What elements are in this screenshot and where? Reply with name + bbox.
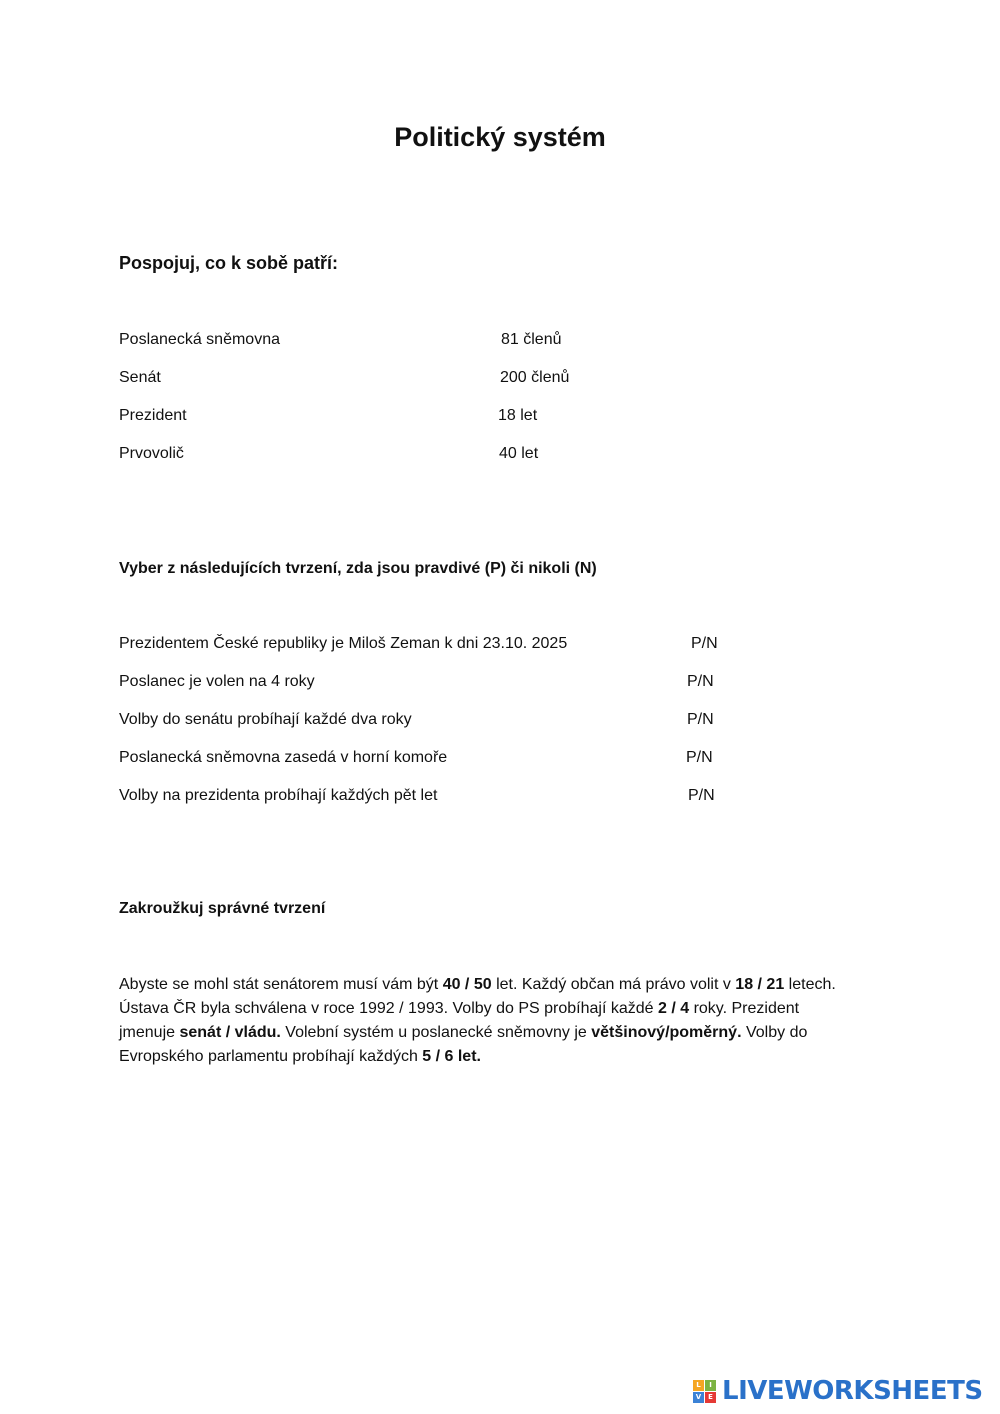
section3-heading: Zakroužkuj správné tvrzení <box>119 900 326 917</box>
statement-text: Poslanec je volen na 4 roky <box>119 673 315 690</box>
match-right-item[interactable]: 200 členů <box>500 369 570 386</box>
text-segment: jmenuje <box>119 1024 180 1041</box>
paragraph-line <box>119 997 889 1021</box>
logo-mark-cell: V <box>693 1392 704 1403</box>
true-false-choice[interactable]: P/N <box>688 787 715 804</box>
statement-text: Volby na prezidenta probíhají každých pět let <box>119 787 438 804</box>
logo-mark-cell: I <box>705 1380 716 1391</box>
choice-option[interactable]: 2 / 4 <box>657 1000 690 1017</box>
text-segment: let. Každý občan má právo volit v <box>491 976 736 993</box>
match-right-item[interactable]: 18 let <box>498 407 538 424</box>
true-false-choice[interactable]: P/N <box>687 673 714 690</box>
match-left-item[interactable]: Senát <box>119 369 161 386</box>
statement-text: Prezidentem České republiky je Miloš Zeman k dni 23.10. 2025 <box>119 635 568 652</box>
choice-option[interactable]: 18 / 21 <box>735 976 785 993</box>
text-segment: Ústava ČR byla schválena v roce 1992 / 1993. Volby do PS probíhají každé <box>119 1000 658 1017</box>
section2-heading: Vyber z následujících tvrzení, zda jsou pravdivé (P) či nikoli (N) <box>119 560 597 577</box>
text-segment: letech. <box>784 976 836 993</box>
paragraph-line <box>119 1045 889 1069</box>
page-title: Politický systém <box>394 122 606 152</box>
text-segment: Abyste se mohl stát senátorem musí vám být <box>119 976 443 993</box>
match-left-item[interactable]: Poslanecká sněmovna <box>119 331 280 348</box>
paragraph-line <box>119 1021 889 1045</box>
liveworksheets-logo <box>693 1374 983 1408</box>
choice-option[interactable]: senát / vládu. <box>179 1024 281 1041</box>
logo-text: LIVEWORKSHEETS <box>722 1376 983 1406</box>
text-segment: roky. Prezident <box>689 1000 800 1017</box>
statement-text: Volby do senátu probíhají každé dva roky <box>119 711 412 728</box>
circle-answer-paragraph <box>119 973 889 1069</box>
logo-mark-cell: L <box>693 1380 704 1391</box>
statement-text: Poslanecká sněmovna zasedá v horní komoře <box>119 749 448 766</box>
text-segment: Volební systém u poslanecké sněmovny je <box>280 1024 592 1041</box>
choice-option[interactable]: 40 / 50 <box>442 976 492 993</box>
true-false-choice[interactable]: P/N <box>686 749 713 766</box>
match-right-item[interactable]: 81 členů <box>501 331 562 348</box>
match-right-item[interactable]: 40 let <box>499 445 539 462</box>
choice-option[interactable]: většinový/poměrný. <box>591 1024 742 1041</box>
true-false-choice[interactable]: P/N <box>691 635 718 652</box>
section1-heading: Pospojuj, co k sobě patří: <box>119 253 339 273</box>
text-segment: Evropského parlamentu probíhají každých <box>119 1048 423 1065</box>
true-false-choice[interactable]: P/N <box>687 711 714 728</box>
text-segment: Volby do <box>741 1024 808 1041</box>
choice-option[interactable]: 5 / 6 let. <box>422 1048 481 1065</box>
match-left-item[interactable]: Prvovolič <box>119 445 184 462</box>
paragraph-line <box>119 973 889 997</box>
logo-mark-icon <box>693 1380 716 1403</box>
logo-mark-cell: E <box>705 1392 716 1403</box>
match-left-item[interactable]: Prezident <box>119 407 187 424</box>
